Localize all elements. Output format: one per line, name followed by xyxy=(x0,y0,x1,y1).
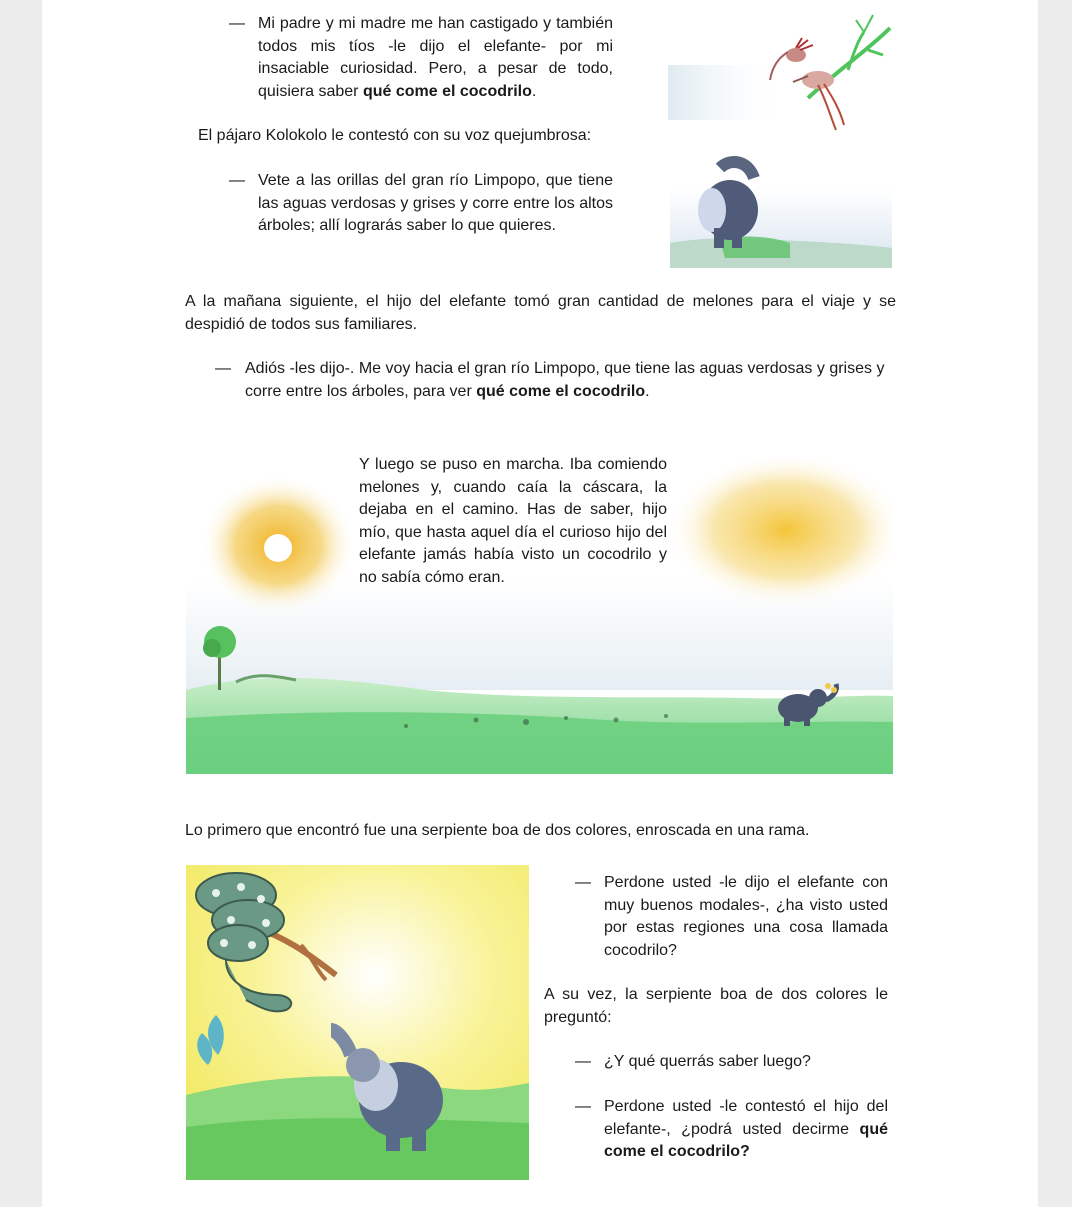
paragraph-8: Perdone usted -le dijo el elefante con muy buenos modales-, ¿ha visto usted por estas regiones una cosa llamada cocodrilo? xyxy=(604,874,888,959)
paragraph-10: ¿Y qué querrás saber luego? xyxy=(604,1053,811,1070)
paragraph-3: Vete a las orillas del gran río Limpopo, que tiene las aguas verdosas y grises y corre entre los altos árboles; allí lograrás saber lo que quieres. xyxy=(258,172,613,234)
dialogue-dash: — xyxy=(229,15,245,32)
snake-elephant-illustration xyxy=(186,865,529,1180)
elephant-illustration-small xyxy=(670,148,892,268)
paragraph-5-text: Adiós -les dijo-. Me voy hacia el gran río Limpopo, que tiene las aguas verdosas y grises y corre entre los árboles, para ver xyxy=(245,360,885,400)
paragraph-11 xyxy=(604,1096,888,1164)
paragraph-2: El pájaro Kolokolo le contestó con su voz quejumbrosa: xyxy=(198,127,592,144)
paragraph-6: Y luego se puso en marcha. Iba comiendo melones y, cuando caía la cáscara, la dejaba en el camino. Has de saber, hijo mío, que hasta aquel día el curioso hijo del elefante jamás había visto un cocodrilo y no sabía cómo eran. xyxy=(359,456,667,586)
paragraph-1-text: Mi padre y mi madre me han castigado y también todos mis tíos -le dijo el elefante- por mi insaciable curiosidad. Pero, a pesar de todo, quisiera saber xyxy=(258,15,613,100)
paragraph-9: A su vez, la serpiente boa de dos colores le preguntó: xyxy=(544,986,888,1026)
paragraph-11-text: Perdone usted -le contestó el hijo del elefante-, ¿podrá usted decirme xyxy=(604,1098,888,1138)
document-page xyxy=(42,0,1038,1207)
dialogue-dash: — xyxy=(575,1098,591,1115)
dialogue-dash: — xyxy=(575,874,591,891)
paragraph-1-bold: qué come el cocodrilo xyxy=(362,82,532,100)
dialogue-dash: — xyxy=(215,360,231,377)
paragraph-4: A la mañana siguiente, el hijo del elefante tomó gran cantidad de melones para el viaje y se despidió de todos sus familiares. xyxy=(185,293,896,333)
paragraph-7: Lo primero que encontró fue una serpiente boa de dos colores, enroscada en una rama. xyxy=(185,822,810,839)
paragraph-5-bold: qué come el cocodrilo xyxy=(476,382,646,400)
dialogue-dash: — xyxy=(575,1053,591,1070)
dialogue-dash: — xyxy=(229,172,245,189)
paragraph-5-end: . xyxy=(645,382,650,400)
bird-illustration xyxy=(668,10,898,140)
paragraph-11-bold: qué come el cocodrilo? xyxy=(604,1120,888,1160)
paragraph-5 xyxy=(245,358,900,403)
paragraph-1-end: . xyxy=(531,82,537,100)
paragraph-1 xyxy=(258,13,613,103)
